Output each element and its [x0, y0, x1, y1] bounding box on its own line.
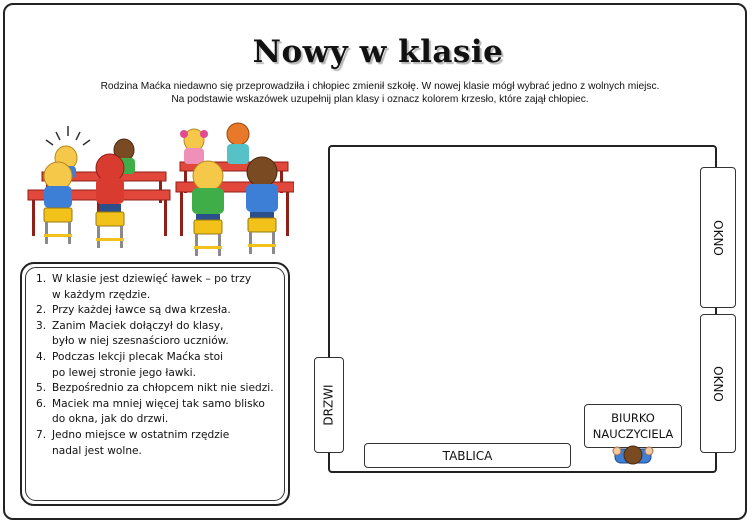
child-back-orange: [227, 123, 249, 164]
teacher-figure: [611, 441, 655, 471]
rule-item: 2. Przy każdej ławce są dwa krzesła.: [36, 304, 231, 317]
rule-item: 3. Zanim Maciek dołączył do klasy, było w niej szesnaścioro uczniów.: [36, 319, 229, 348]
teacher-desk-label-1: BIURKO: [611, 411, 655, 425]
window-bottom-label: OKNO: [711, 365, 725, 402]
intro-line-1: Rodzina Maćka niedawno się przeprowadziła i chłopiec zmienił szkołę. W nowej klasie mógł wybrać jedno z wolnych miejsc.: [100, 81, 660, 92]
child-back-pigtails: [180, 129, 208, 164]
child-front-1: [44, 162, 72, 208]
rule-item: 7. Jedno miejsce w ostatnim rzędzie nadal jest wolne.: [36, 428, 230, 457]
blackboard-label: TABLICA: [442, 448, 493, 463]
teacher-desk-label-2: NAUCZYCIELA: [592, 427, 674, 441]
door: [314, 357, 344, 453]
child-front-4: [246, 157, 278, 222]
blackboard: [364, 443, 571, 468]
window-top: [700, 167, 736, 308]
page-title: Nowy w klasie: [252, 34, 504, 70]
child-front-2: [96, 154, 124, 214]
door-label: DRZWI: [322, 384, 337, 426]
rule-item: 1. W klasie jest dziewięć ławek – po trzy w każdym rzędzie.: [36, 273, 252, 301]
intro-line-2: Na podstawie wskazówek uzupełnij plan klasy i oznacz kolorem krzesło, które zajął chłopiec.: [171, 94, 589, 105]
classroom-illustration: [24, 120, 294, 260]
window-top-label: OKNO: [711, 219, 725, 256]
rules-list: [33, 272, 283, 459]
rule-item: 4. Podczas lekcji plecak Maćka stoi po lewej stronie jego ławki.: [36, 350, 224, 379]
rule-item: 5. Bezpośrednio za chłopcem nikt nie siedzi.: [36, 382, 274, 395]
excitement-lines: [46, 126, 90, 145]
window-bottom: [700, 314, 736, 453]
child-front-3: [192, 161, 224, 224]
rule-item: 6. Maciek ma mniej więcej tak samo blisko do okna, jak do drzwi.: [36, 397, 265, 426]
intro-text: [60, 80, 700, 106]
